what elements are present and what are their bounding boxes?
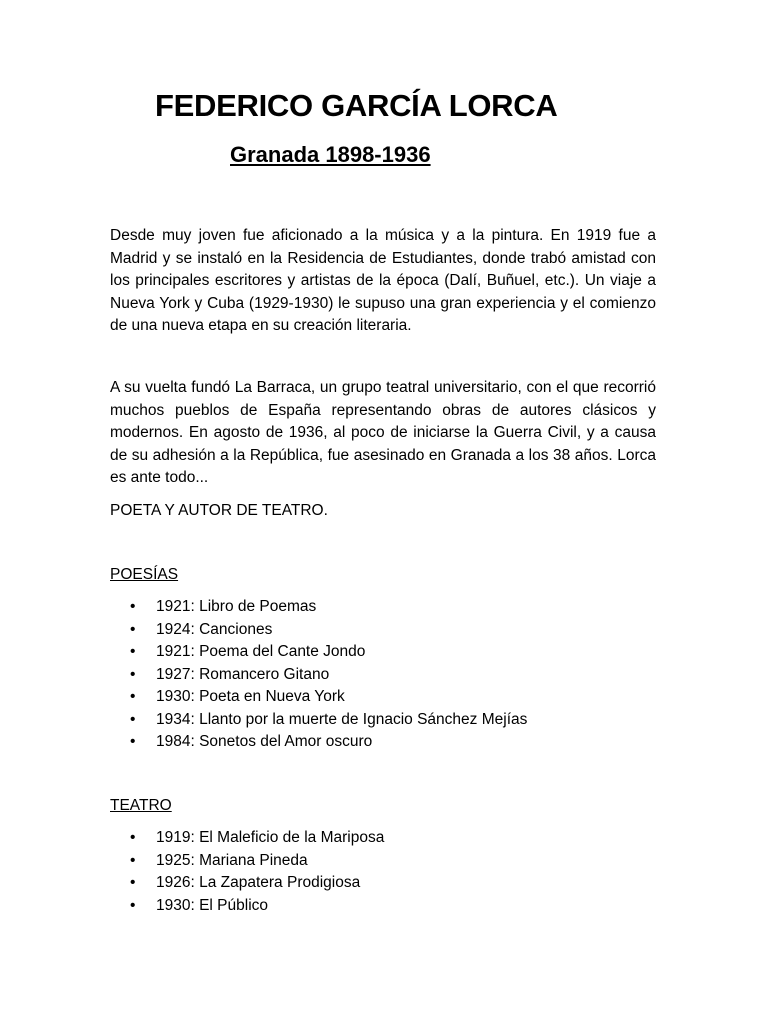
- document-title: FEDERICO GARCÍA LORCA: [155, 88, 558, 123]
- section-heading-poesias: POESÍAS: [110, 566, 179, 583]
- document-subtitle: Granada 1898-1936: [230, 142, 431, 167]
- list-item-text: 1921: Libro de Poemas: [156, 598, 317, 615]
- teatro-list: [130, 827, 384, 917]
- list-item-text: 1926: La Zapatera Prodigiosa: [156, 874, 361, 891]
- list-item: [130, 895, 384, 918]
- bullet-icon: •: [130, 874, 136, 891]
- list-item-text: 1919: El Maleficio de la Mariposa: [156, 829, 385, 846]
- bullet-icon: •: [130, 851, 136, 869]
- list-item: [130, 827, 384, 850]
- list-item: [130, 641, 527, 664]
- section-heading-teatro: TEATRO: [110, 797, 172, 814]
- list-item-text: 1924: Canciones: [156, 620, 273, 638]
- bullet-icon: •: [130, 733, 136, 750]
- list-item-text: 1930: El Público: [156, 896, 269, 914]
- list-item: [130, 709, 527, 732]
- bullet-icon: •: [130, 688, 136, 705]
- list-item-text: 1921: Poema del Cante Jondo: [156, 643, 366, 660]
- list-item-text: 1925: Mariana Pineda: [156, 851, 308, 869]
- list-item: [130, 872, 384, 895]
- list-item-text: 1984: Sonetos del Amor oscuro: [156, 733, 373, 750]
- list-item: [130, 664, 527, 687]
- list-item-text: 1927: Romancero Gitano: [156, 665, 330, 683]
- bullet-icon: •: [130, 829, 136, 846]
- bullet-icon: •: [130, 598, 136, 615]
- bullet-icon: •: [130, 643, 136, 660]
- poesias-list: [130, 596, 527, 754]
- bullet-icon: •: [130, 665, 136, 683]
- closing-line: POETA Y AUTOR DE TEATRO.: [110, 502, 328, 519]
- bullet-icon: •: [130, 896, 136, 914]
- list-item: [130, 731, 527, 754]
- paragraph-biography-2: A su vuelta fundó La Barraca, un grupo teatral universitario, con el que recorrió muchos pueblos de España representando obras de autores clásicos y modernos. En agosto de 1936, al poco de iniciarse la Guerra Civil, y a causa de su adhesión a la República, fue asesinado en Granada a los 38 años. Lorca es ante todo...: [110, 379, 656, 486]
- list-item: [130, 850, 384, 873]
- paragraph-biography-1: Desde muy joven fue aficionado a la música y a la pintura. En 1919 fue a Madrid y se instaló en la Residencia de Estudiantes, donde trabó amistad con los principales escritores y artistas de la época (Dalí, Buñuel, etc.). Un viaje a Nueva York y Cuba (1929-1930) le supuso una gran experiencia y el comienzo de una nueva etapa en su creación literaria.: [110, 227, 656, 334]
- list-item-text: 1934: Llanto por la muerte de Ignacio Sánchez Mejías: [156, 710, 528, 728]
- list-item-text: 1930: Poeta en Nueva York: [156, 688, 345, 705]
- bullet-icon: •: [130, 620, 136, 638]
- bullet-icon: •: [130, 710, 136, 728]
- list-item: [130, 619, 527, 642]
- list-item: [130, 596, 527, 619]
- list-item: [130, 686, 527, 709]
